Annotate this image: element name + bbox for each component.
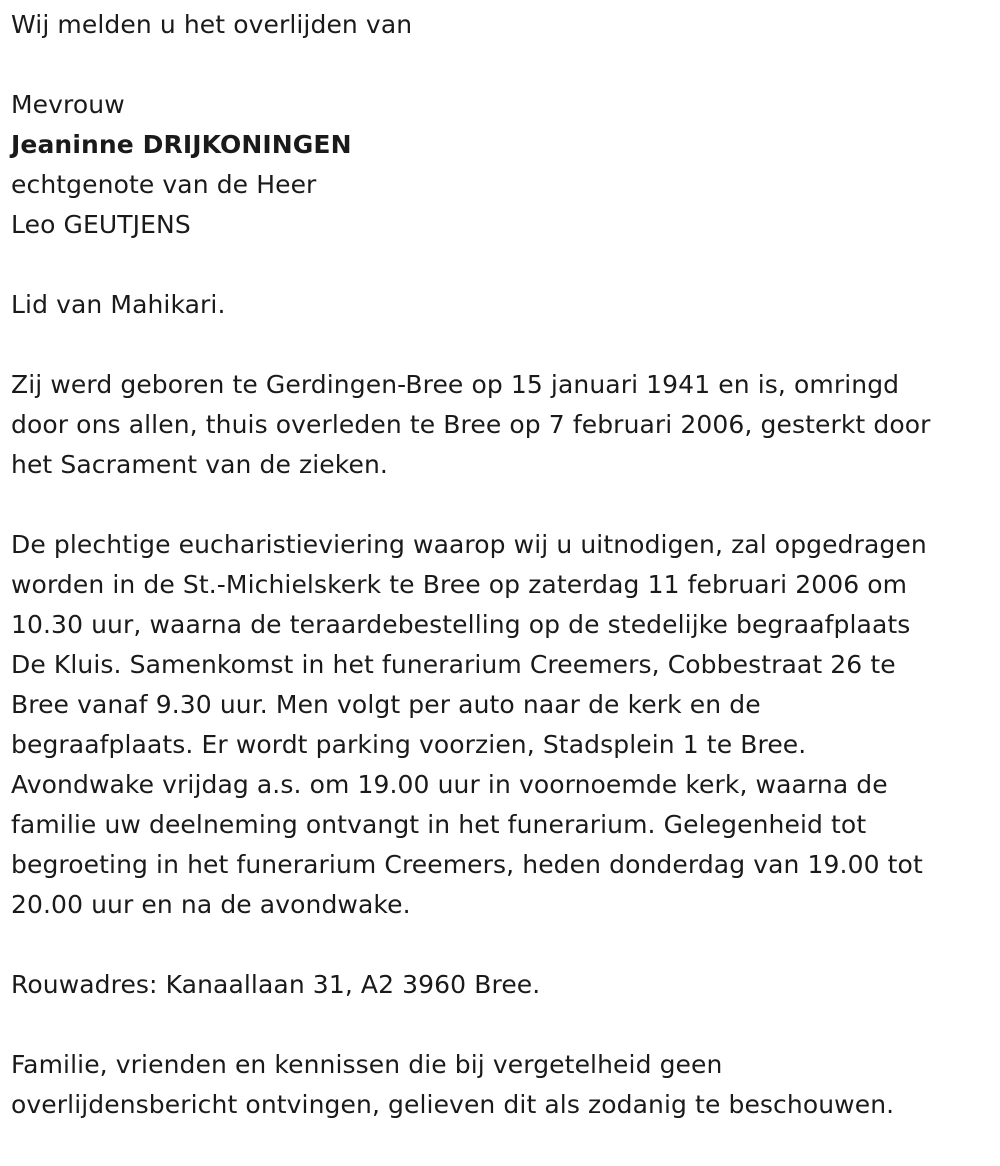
spacer bbox=[11, 485, 996, 525]
paragraph-line: door ons allen, thuis overleden te Bree op 7 februari 2006, gesterkt door bbox=[11, 410, 931, 439]
birth-death-paragraph bbox=[11, 365, 996, 485]
paragraph-line: begroeting in het funerarium Creemers, heden donderdag van 19.00 tot bbox=[11, 850, 923, 879]
paragraph-line: familie uw deelneming ontvangt in het funerarium. Gelegenheid tot bbox=[11, 810, 867, 839]
spacer bbox=[11, 1005, 996, 1045]
spacer bbox=[11, 325, 996, 365]
paragraph-line: het Sacrament van de zieken. bbox=[11, 450, 388, 479]
spouse-relation: echtgenote van de Heer bbox=[11, 170, 317, 199]
paragraph-line: begraafplaats. Er wordt parking voorzien, Stadsplein 1 te Bree. bbox=[11, 730, 807, 759]
paragraph-line: overlijdensbericht ontvingen, gelieven dit als zodanig te beschouwen. bbox=[11, 1090, 895, 1119]
paragraph-line: 10.30 uur, waarna de teraardebestelling op de stedelijke begraafplaats bbox=[11, 610, 911, 639]
paragraph-line: 20.00 uur en na de avondwake. bbox=[11, 890, 411, 919]
intro-line: Wij melden u het overlijden van bbox=[11, 10, 413, 39]
deceased-name: Jeaninne DRIJKONINGEN bbox=[11, 130, 352, 159]
spacer bbox=[11, 45, 996, 85]
paragraph-line: Zij werd geboren te Gerdingen-Bree op 15 januari 1941 en is, omringd bbox=[11, 370, 900, 399]
spacer bbox=[11, 925, 996, 965]
paragraph-line: Familie, vrienden en kennissen die bij vergetelheid geen bbox=[11, 1050, 723, 1079]
paragraph-line: Avondwake vrijdag a.s. om 19.00 uur in voornoemde kerk, waarna de bbox=[11, 770, 888, 799]
paragraph-line: De plechtige eucharistieviering waarop wij u uitnodigen, zal opgedragen bbox=[11, 530, 927, 559]
obituary-notice bbox=[11, 5, 996, 1125]
paragraph-line: De Kluis. Samenkomst in het funerarium Creemers, Cobbestraat 26 te bbox=[11, 650, 896, 679]
spacer bbox=[11, 245, 996, 285]
mourning-address: Rouwadres: Kanaallaan 31, A2 3960 Bree. bbox=[11, 970, 541, 999]
closing-paragraph bbox=[11, 1045, 996, 1125]
spouse-name: Leo GEUTJENS bbox=[11, 210, 191, 239]
paragraph-line: worden in de St.-Michielskerk te Bree op zaterdag 11 februari 2006 om bbox=[11, 570, 908, 599]
paragraph-line: Bree vanaf 9.30 uur. Men volgt per auto naar de kerk en de bbox=[11, 690, 761, 719]
salutation: Mevrouw bbox=[11, 90, 125, 119]
funeral-paragraph bbox=[11, 525, 996, 925]
membership-line: Lid van Mahikari. bbox=[11, 290, 226, 319]
